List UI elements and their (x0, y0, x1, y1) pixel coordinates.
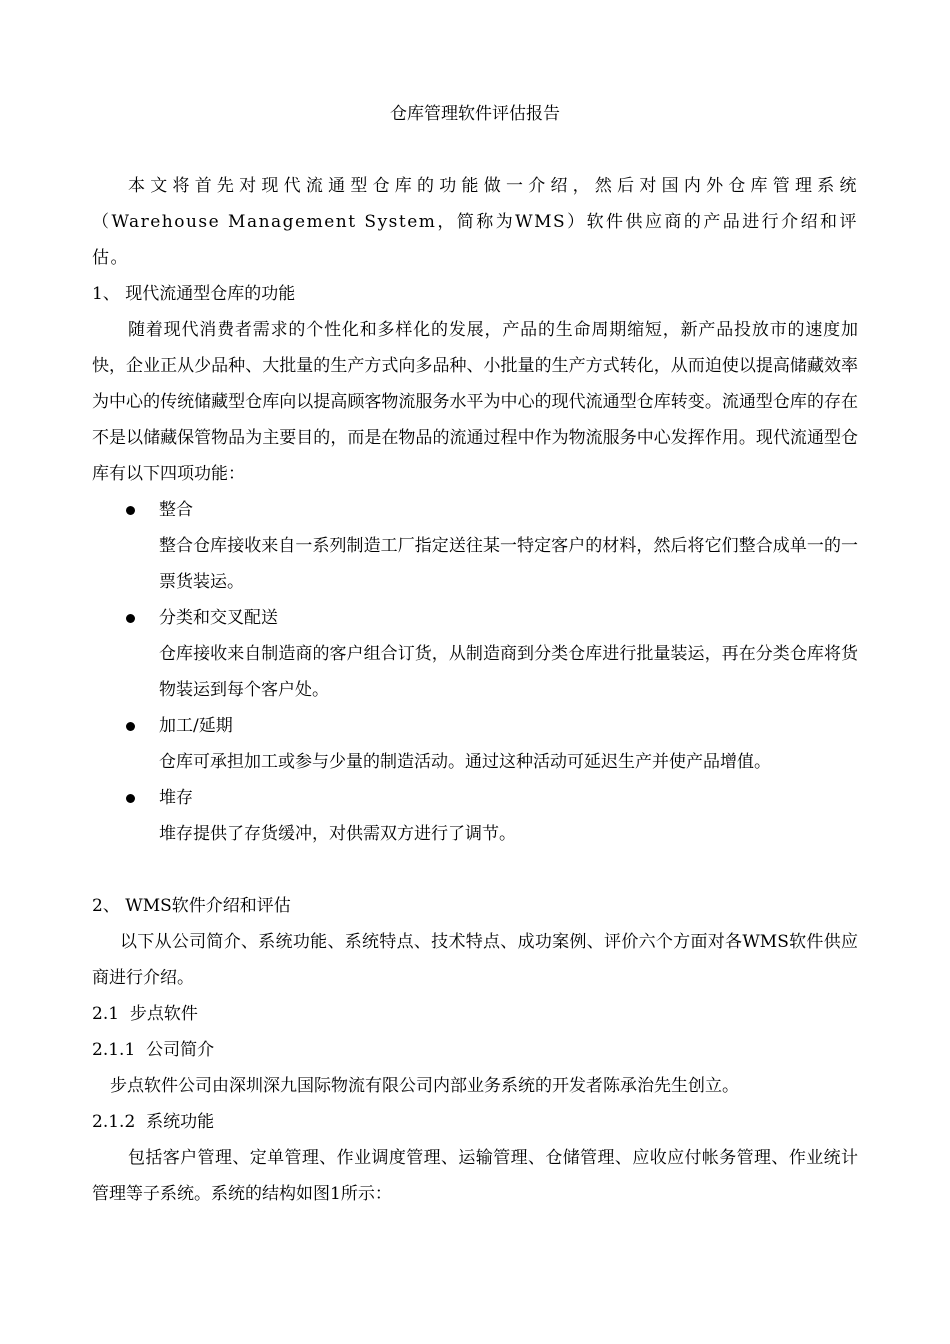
blank-line (92, 852, 858, 888)
section-1-heading: 1、 现代流通型仓库的功能 (92, 284, 296, 304)
section-2-1-1-heading: 2.1.1 公司简介 (92, 1040, 215, 1060)
function-description: 整合仓库接收来自一系列制造工厂指定送往某一特定客户的材料，然后将它们整合成单一的一票货装运。 (159, 536, 858, 592)
bullet-icon (126, 794, 135, 803)
function-description: 堆存提供了存货缓冲，对供需双方进行了调节。 (159, 824, 516, 844)
section-2-heading: 2、 WMS软件介绍和评估 (92, 896, 291, 916)
section-2-1-2-heading: 2.1.2 系统功能 (92, 1112, 215, 1132)
function-label: 堆存 (159, 788, 193, 808)
function-label: 加工/延期 (159, 716, 233, 736)
document-page (92, 96, 858, 1212)
function-label: 整合 (159, 500, 193, 520)
intro-paragraph: 本文将首先对现代流通型仓库的功能做一介绍，然后对国内外仓库管理系统（Warehouse Management System，简称为WMS）软件供应商的产品进行介绍和评估。 (92, 176, 858, 268)
function-item-2 (126, 600, 858, 636)
document-title: 仓库管理软件评估报告 (390, 104, 560, 124)
company-intro-paragraph: 步点软件公司由深圳深九国际物流有限公司内部业务系统的开发者陈承治先生创立。 (110, 1076, 739, 1096)
system-functions-paragraph: 包括客户管理、定单管理、作业调度管理、运输管理、仓储管理、应收应付帐务管理、作业统计管理等子系统。系统的结构如图1所示： (92, 1148, 858, 1204)
section-1-paragraph: 随着现代消费者需求的个性化和多样化的发展，产品的生命周期缩短，新产品投放市的速度加快，企业正从少品种、大批量的生产方式向多品种、小批量的生产方式转化，从而迫使以提高储藏效率为中心的传统储藏型仓库向以提高顾客物流服务水平为中心的现代流通型仓库转变。流通型仓库的存在不是以储藏保管物品为主要目的，而是在物品的流通过程中作为物流服务中心发挥作用。现代流通型仓库有以下四项功能： (92, 320, 858, 484)
bullet-icon (126, 506, 135, 515)
section-2-paragraph: 以下从公司简介、系统功能、系统特点、技术特点、成功案例、评价六个方面对各WMS软件供应商进行介绍。 (92, 932, 858, 988)
bullet-icon (126, 614, 135, 623)
function-item-4 (126, 780, 858, 816)
function-item-3 (126, 708, 858, 744)
function-item-1 (126, 492, 858, 528)
section-2-1-heading: 2.1 步点软件 (92, 1004, 198, 1024)
function-label: 分类和交叉配送 (159, 608, 278, 628)
function-description: 仓库接收来自制造商的客户组合订货，从制造商到分类仓库进行批量装运，再在分类仓库将货物装运到每个客户处。 (159, 644, 858, 700)
function-description: 仓库可承担加工或参与少量的制造活动。通过这种活动可延迟生产并使产品增值。 (159, 752, 771, 772)
bullet-icon (126, 722, 135, 731)
